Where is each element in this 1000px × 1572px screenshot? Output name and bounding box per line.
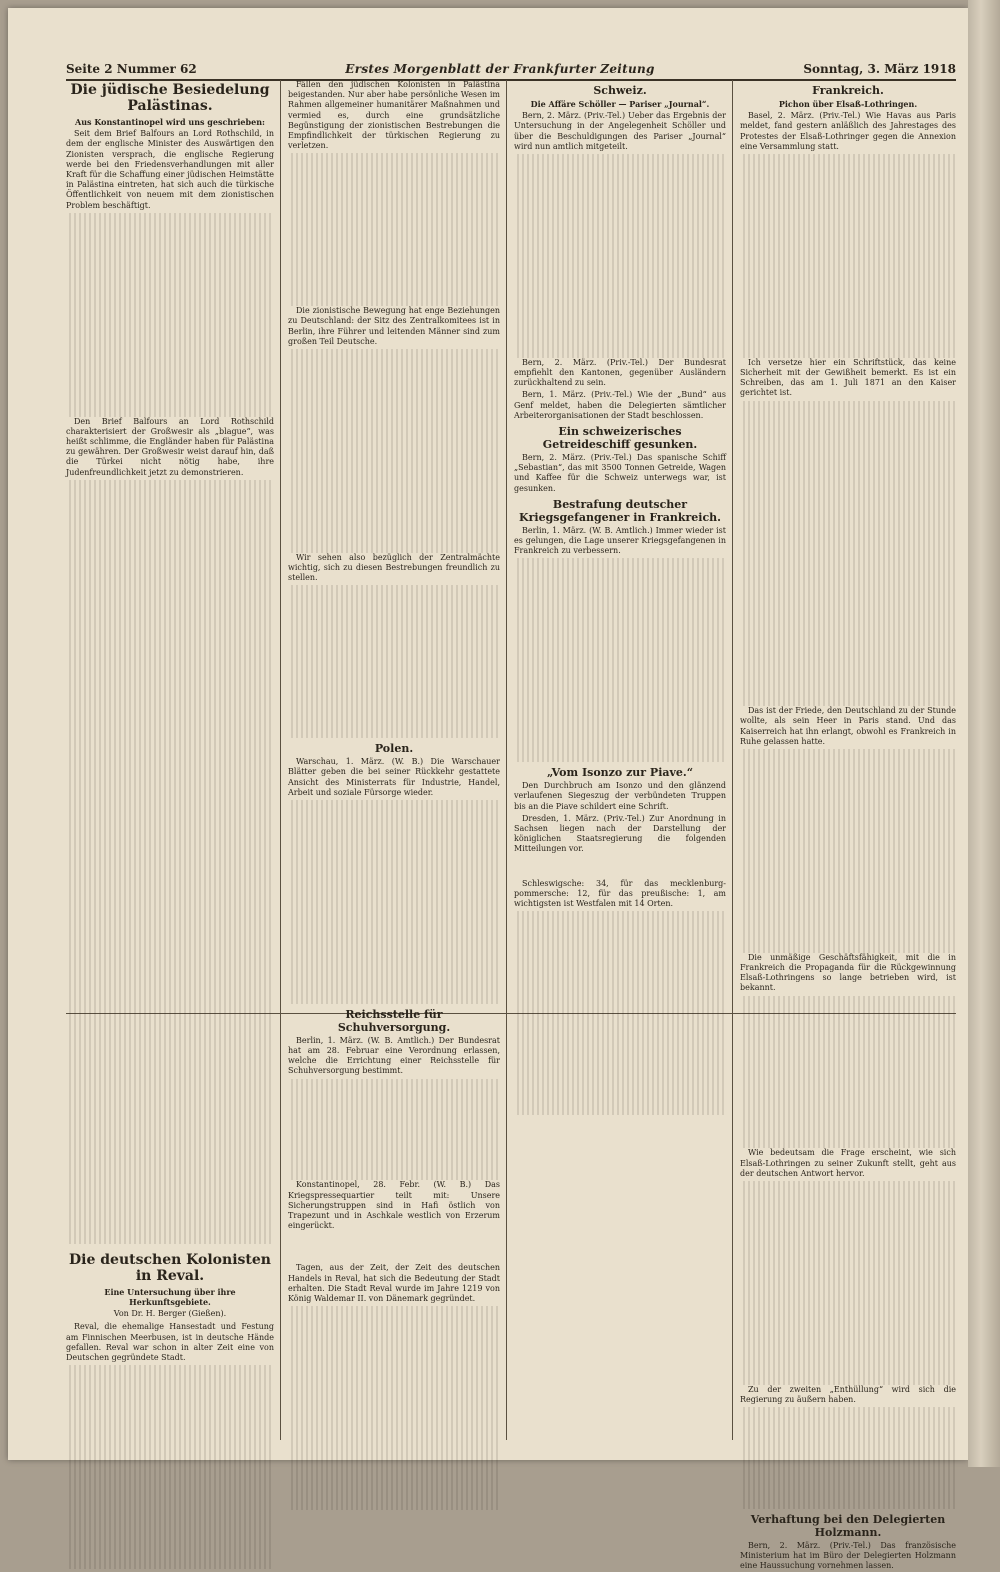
article-paragraph: Wie bedeutsam die Frage erscheint, wie sich Elsaß-Lothringen zu seiner Zukunft stellt, geht aus der deutschen Antwort hervor.	[740, 1148, 956, 1178]
page-number: Seite 2 Nummer 62	[66, 62, 197, 76]
column-2	[288, 80, 500, 1450]
article-paragraph: Den Durchbruch am Isonzo und den glänzend verlaufenen Siegeszug der verbündeten Truppen bis an die Piave schildert eine Schrift.	[514, 781, 726, 811]
column-rule	[506, 80, 507, 1440]
body-text-block	[288, 1306, 500, 1510]
article-byline: Von Dr. H. Berger (Gießen).	[113, 1309, 227, 1319]
article-headline: Die deutschen Kolonisten in Reval.	[69, 1251, 271, 1284]
article-paragraph: Bern, 2. März. (Priv.-Tel.) Das spanische Schiff „Sebastian“, das mit 3500 Tonnen Getreide, Wagen und Kaffee für die Schweiz unterwegs war, ist gesunken.	[514, 452, 726, 493]
section-heading: Verhaftung bei den Delegierten Holzmann.	[750, 1513, 946, 1540]
section-heading: Frankreich.	[812, 84, 884, 97]
article-paragraph: Bern, 2. März. (Priv.-Tel.) Das französische Ministerium hat im Büro der Delegierten Holzmann eine Haussuchung vornehmen lassen.	[740, 1541, 956, 1571]
article-paragraph: Seit dem Brief Balfours an Lord Rothschild, in dem der englische Minister des Auswärtigen den Zionisten versprach, die englische Regierung werde bei den Friedensverhandlungen mit aller Kraft für die Schaffung einer jüdischen Heimstätte in Palästina eintreten, hat sich auch die türkische Öffentlichkeit von neuem mit dem zionistischen Problem beschäftigt.	[66, 129, 274, 210]
column-1	[66, 80, 274, 1450]
column-3	[514, 80, 726, 1450]
page-header	[66, 54, 956, 81]
section-heading: Schweiz.	[593, 84, 647, 97]
body-text-block	[288, 153, 500, 306]
body-text-block	[66, 1365, 274, 1569]
column-rule	[280, 80, 281, 1440]
article-headline: Die jüdische Besiedelung Palästinas.	[70, 82, 270, 114]
article-paragraph: Bern, 2. März. (Priv.-Tel.) Ueber das Ergebnis der Untersuchung in der Angelegenheit Schöller und über die Beschuldigungen des Pariser „Journal“ wird nun amtlich mitgeteilt.	[514, 111, 726, 151]
article-paragraph: Reval, die ehemalige Hansestadt und Festung am Finnischen Meerbusen, ist in deutsche Hände gefallen. Reval war schon in alter Zeit eine von Deutschen gegründete Stadt.	[66, 1322, 274, 1363]
body-text-block	[514, 558, 726, 762]
column-rule	[732, 80, 733, 1440]
newspaper-page	[8, 8, 968, 1571]
article-subtitle: Pichon über Elsaß-Lothringen.	[778, 99, 918, 109]
body-text-block	[740, 996, 956, 1149]
article-paragraph: Konstantinopel, 28. Febr. (W. B.) Das Kriegspressequartier teilt mit: Unsere Sicherungstruppen sind in Hafi östlich von Trapezunt und in Aschkale westlich von Erzerum eingerückt.	[288, 1180, 500, 1231]
section-heading: Polen.	[374, 742, 414, 756]
section-heading: „Vom Isonzo zur Piave.“	[546, 766, 694, 780]
body-text-block	[288, 1079, 500, 1181]
article-paragraph: Bern, 2. März. (Priv.-Tel.) Der Bundesrat empfiehlt den Kantonen, gegenüber Ausländern zurückhaltend zu sein.	[514, 357, 726, 388]
column-4	[740, 80, 956, 1571]
body-text-block	[740, 401, 956, 707]
article-paragraph: Das ist der Friede, den Deutschland zu der Stunde wollte, als sein Heer in Paris stand. Und das Kaiserreich hat ihn erlangt, obwohl es Frankreich in Ruhe gelassen hatte.	[740, 706, 956, 746]
body-text-block	[740, 154, 956, 358]
page-edge-shadow	[968, 0, 1000, 1467]
article-paragraph: Fällen den jüdischen Kolonisten in Palästina beigestanden. Nur aber habe persönliche Wesen im Rahmen allgemeiner humanitärer Maßnahmen und vermied es, durch eine grundsätzliche Begünstigung der zionistischen Bestrebungen die Empfindlichkeit der türkischen Regierung zu verletzen.	[288, 80, 500, 151]
body-text-block	[740, 1407, 956, 1509]
article-paragraph: Warschau, 1. März. (W. B.) Die Warschauer Blätter geben die bei seiner Rückkehr gestattete Ansicht des Ministerrats für Industrie, Handel, Arbeit und soziale Fürsorge wieder.	[288, 757, 500, 797]
body-text-block	[740, 749, 956, 953]
article-subtitle: Aus Konstantinopel wird uns geschrieben:	[75, 117, 265, 127]
article-paragraph: Ich versetze hier ein Schriftstück, das keine Sicherheit mit der Gewißheit bemerkt. Es ist ein Schreiben, das am 1. Juli 1871 an den Kaiser gerichtet ist.	[740, 357, 956, 398]
newspaper-title: Erstes Morgenblatt der Frankfurter Zeitung	[345, 62, 655, 76]
body-text-block	[740, 1181, 956, 1385]
article-paragraph: Berlin, 1. März. (W. B. Amtlich.) Immer wieder ist es gelungen, die Lage unserer Kriegsgefangenen in Frankreich zu verbessern.	[514, 525, 726, 556]
section-heading: Bestrafung deutscher Kriegsgefangener in Frankreich.	[519, 497, 721, 524]
body-text-block	[514, 154, 726, 358]
article-paragraph: Den Brief Balfours an Lord Rothschild charakterisiert der Großwesir als „blague“, was heißt schlimme, die Engländer haben für Palästina zu gewähren. Der Großwesir weist darauf hin, daß die Türkei nicht nötig habe, ihre Judenfreundlichkeit jetzt zu demonstrieren.	[66, 416, 274, 477]
article-paragraph: Die zionistische Bewegung hat enge Beziehungen zu Deutschland: der Sitz des Zentralkomitees ist in Berlin, ihre Führer und leitenden Männer sind zum großen Teil Deutsche.	[288, 306, 500, 346]
body-text-block	[288, 585, 500, 738]
body-text-block	[66, 213, 274, 417]
article-subtitle: Die Affäre Schöller — Pariser „Journal“.	[530, 99, 710, 109]
article-paragraph: Basel, 2. März. (Priv.-Tel.) Wie Havas aus Paris meldet, fand gestern anläßlich des Jahrestages des Protestes der Elsaß-Lothringer gegen die Annexion eine Versammlung statt.	[740, 111, 956, 151]
article-paragraph: Schleswigsche: 34, für das mecklenburg-pommersche: 12, für das preußische: 1, am wichtigsten ist Westfalen mit 14 Orten.	[514, 878, 726, 908]
article-paragraph: Bern, 1. März. (Priv.-Tel.) Wie der „Bund“ aus Genf meldet, haben die Delegierten sämtlicher Arbeiterorganisationen der Stadt beschlossen.	[514, 390, 726, 420]
section-heading: Reichsstelle für Schuhversorgung.	[337, 1007, 451, 1034]
article-paragraph: Wir sehen also bezüglich der Zentralmächte wichtig, sich zu diesen Bestrebungen freundlich zu stellen.	[288, 552, 500, 583]
body-text-block	[66, 480, 274, 1244]
article-paragraph: Tagen, aus der Zeit, der Zeit des deutschen Handels in Reval, hat sich die Bedeutung der Stadt erhalten. Die Stadt Reval wurde im Jahre 1219 von König Waldemar II. von Dänemark gegründet.	[288, 1263, 500, 1304]
body-text-block	[514, 911, 726, 1115]
article-paragraph: Die unmäßige Geschäftsfähigkeit, mit die in Frankreich die Propaganda für die Rückgewinnung Elsaß-Lothringens so lange betrieben wird, ist bekannt.	[740, 952, 956, 993]
body-text-block	[288, 349, 500, 553]
body-text-block	[288, 800, 500, 1004]
article-paragraph: Dresden, 1. März. (Priv.-Tel.) Zur Anordnung in Sachsen liegen nach der Darstellung der königlichen Staatsregierung die folgenden Mitteilungen vor.	[514, 813, 726, 854]
section-heading: Ein schweizerisches Getreideschiff gesunken.	[542, 424, 698, 451]
article-paragraph: Berlin, 1. März. (W. B. Amtlich.) Der Bundesrat hat am 28. Februar eine Verordnung erlassen, welche die Errichtung einer Reichsstelle für Schuhversorgung bestimmt.	[288, 1035, 500, 1076]
article-paragraph: Zu der zweiten „Enthüllung“ wird sich die Regierung zu äußern haben.	[740, 1384, 956, 1404]
article-subtitle: Eine Untersuchung über ihre Herkunftsgebiete.	[104, 1286, 236, 1308]
issue-date: Sonntag, 3. März 1918	[803, 62, 956, 76]
